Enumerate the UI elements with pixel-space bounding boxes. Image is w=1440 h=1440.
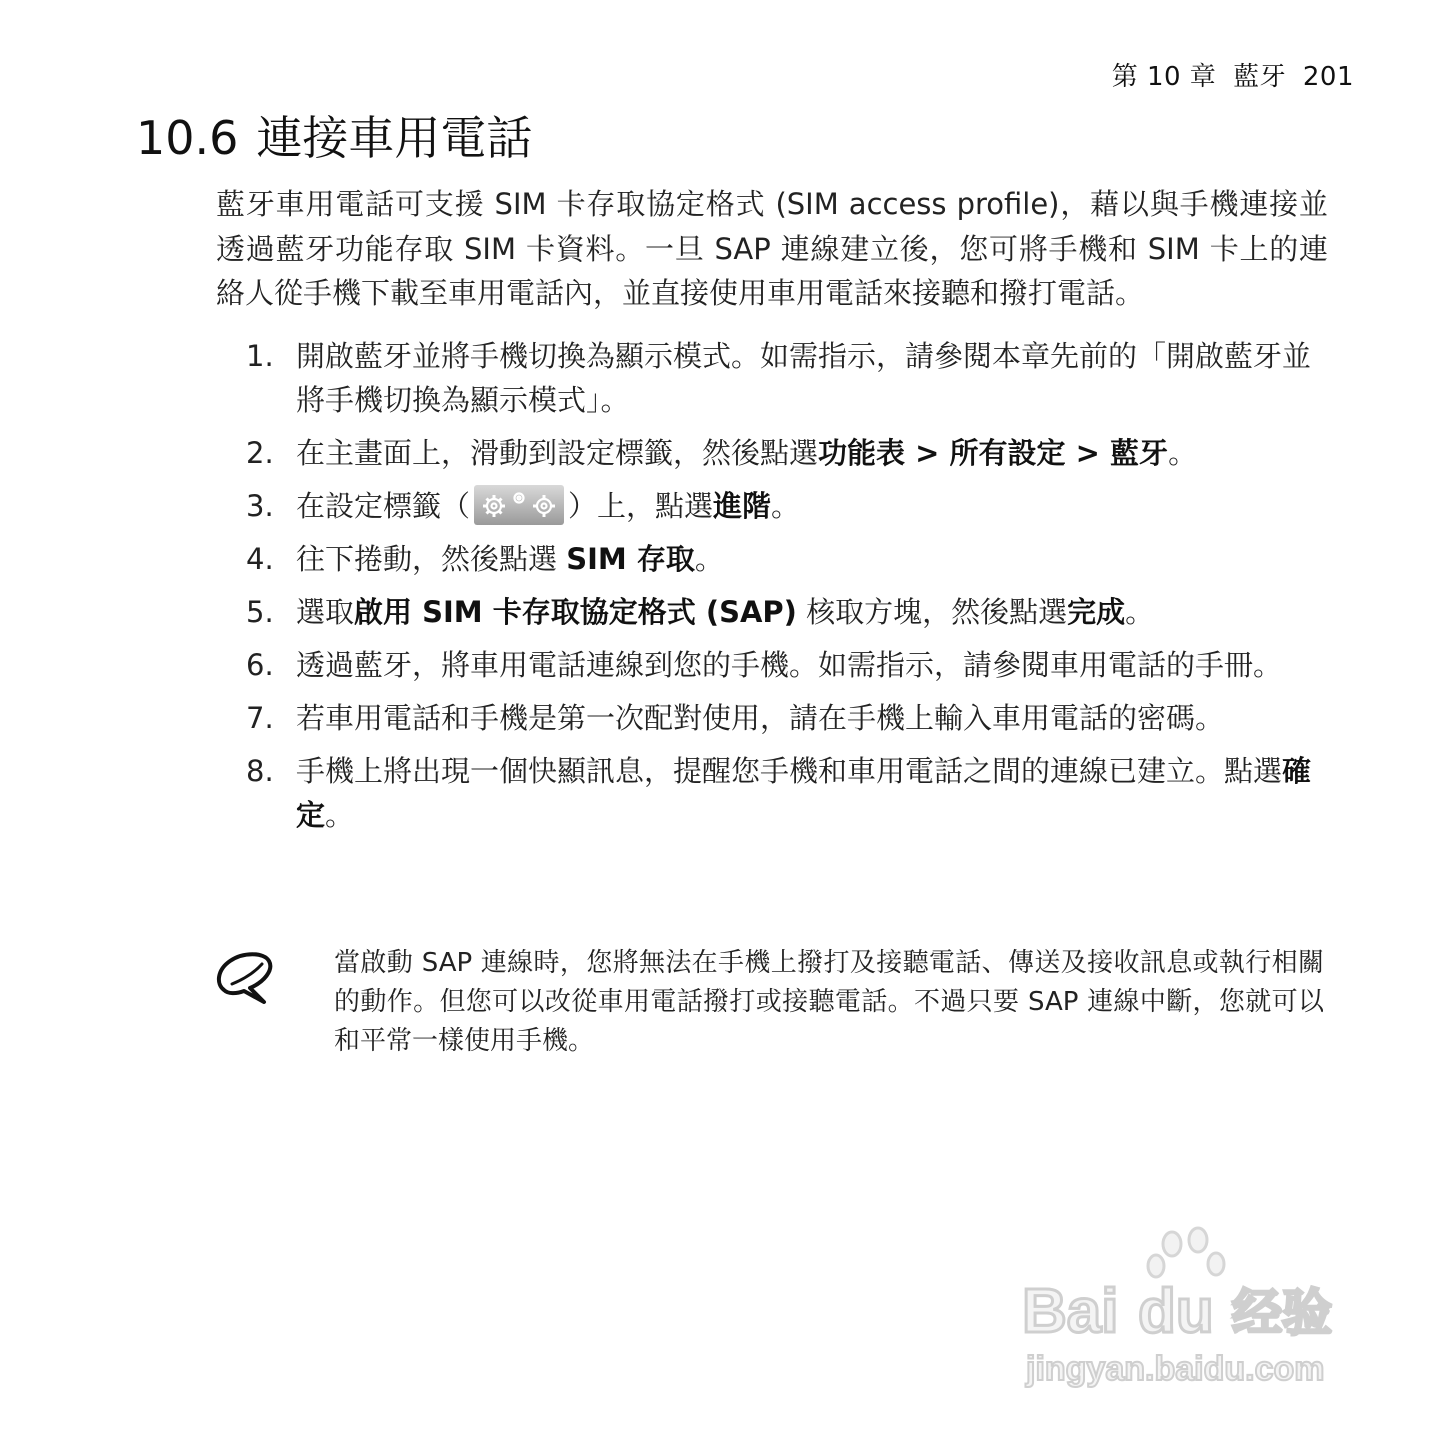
advanced-label: 進階 [713, 488, 772, 523]
step-number: 5. [246, 594, 274, 629]
step-number: 4. [246, 541, 274, 576]
list-item [216, 484, 1328, 528]
punctuation: 。 [771, 488, 801, 523]
step-text: 往下捲動，然後點選 [296, 541, 567, 576]
note-text: 當啟動 SAP 連線時，您將無法在手機上撥打及接聽電話、傳送及接收訊息或執行相關的動作。但您可以改從車用電話撥打或接聽電話。不過只要 SAP 連線中斷，您就可以和平常一樣使用手機。 [334, 948, 1324, 1056]
svg-text:jingyan.baidu.com: jingyan.baidu.com [1026, 1350, 1325, 1388]
gear-icon [474, 485, 564, 525]
page-header [1104, 56, 1354, 93]
step-text: ）上，點選 [568, 488, 714, 523]
note-box [214, 944, 1324, 1061]
section-title: 連接車用電話 [256, 111, 533, 165]
step-text: 手機上將出現一個快顯訊息，提醒您手機和車用電話之間的連線已建立。點選 [296, 753, 1283, 788]
punctuation: 。 [325, 797, 355, 832]
step-number: 8. [246, 753, 274, 788]
done-label: 完成 [1067, 594, 1126, 629]
step-text: 在主畫面上，滑動到設定標籤，然後點選 [296, 435, 819, 470]
enable-sap-label: 啟用 SIM 卡存取協定格式 (SAP) [354, 594, 797, 629]
punctuation: 。 [694, 541, 724, 576]
baidu-jingyan-watermark [1020, 1220, 1360, 1390]
menu-separator: > [1065, 435, 1111, 470]
section-heading [136, 102, 532, 168]
list-item [216, 749, 1328, 837]
page-number: 201 [1302, 62, 1354, 92]
chapter-topic: 藍牙 [1233, 62, 1287, 92]
note-speech-bubble-icon [214, 948, 276, 1012]
step-text: 開啟藍牙並將手機切換為顯示模式。如需指示，請參閱本章先前的「開啟藍牙並將手機切換為顯示模式」。 [296, 338, 1312, 417]
step-text: 選取 [296, 594, 355, 629]
list-item [216, 431, 1328, 475]
list-item [216, 696, 1328, 740]
svg-text:经验: 经验 [1232, 1285, 1332, 1341]
sim-access-label: SIM 存取 [566, 541, 695, 576]
menu-label: 功能表 [818, 435, 906, 470]
step-number: 6. [246, 647, 274, 682]
step-number: 1. [246, 338, 274, 373]
punctuation: 。 [1168, 435, 1198, 470]
menu-separator: > [905, 435, 950, 470]
step-number: 7. [246, 700, 274, 735]
list-item [216, 537, 1328, 581]
step-number: 3. [246, 488, 274, 523]
steps-list [216, 334, 1328, 837]
step-text: 透過藍牙，將車用電話連線到您的手機。如需指示，請參閱車用電話的手冊。 [296, 647, 1283, 682]
section-number: 10.6 [136, 111, 239, 165]
svg-text:du: du [1138, 1277, 1214, 1346]
main-content [216, 182, 1328, 846]
list-item [216, 643, 1328, 687]
list-item [216, 334, 1328, 422]
step-text: 若車用電話和手機是第一次配對使用，請在手機上輸入車用電話的密碼。 [296, 700, 1225, 735]
intro-paragraph: 藍牙車用電話可支援 SIM 卡存取協定格式 (SIM access profile)，藉以與手機連接並透過藍牙功能存取 SIM 卡資料。一旦 SAP 連線建立後，您可將手機和 SIM 卡上的連絡人從手機下載至車用電話內，並直接使用車用電話來接聽和撥打電話。 [216, 187, 1328, 310]
svg-text:Bai: Bai [1022, 1277, 1119, 1346]
all-settings-label: 所有設定 [949, 435, 1066, 470]
step-text: 在設定標籤（ [296, 488, 471, 523]
step-number: 2. [246, 435, 274, 470]
step-text: 核取方塊，然後點選 [796, 594, 1068, 629]
bluetooth-label: 藍牙 [1110, 435, 1169, 470]
punctuation: 。 [1125, 594, 1155, 629]
chapter-label: 第 10 章 [1111, 62, 1217, 92]
list-item [216, 590, 1328, 634]
ok-label: 確定 [296, 753, 1312, 832]
